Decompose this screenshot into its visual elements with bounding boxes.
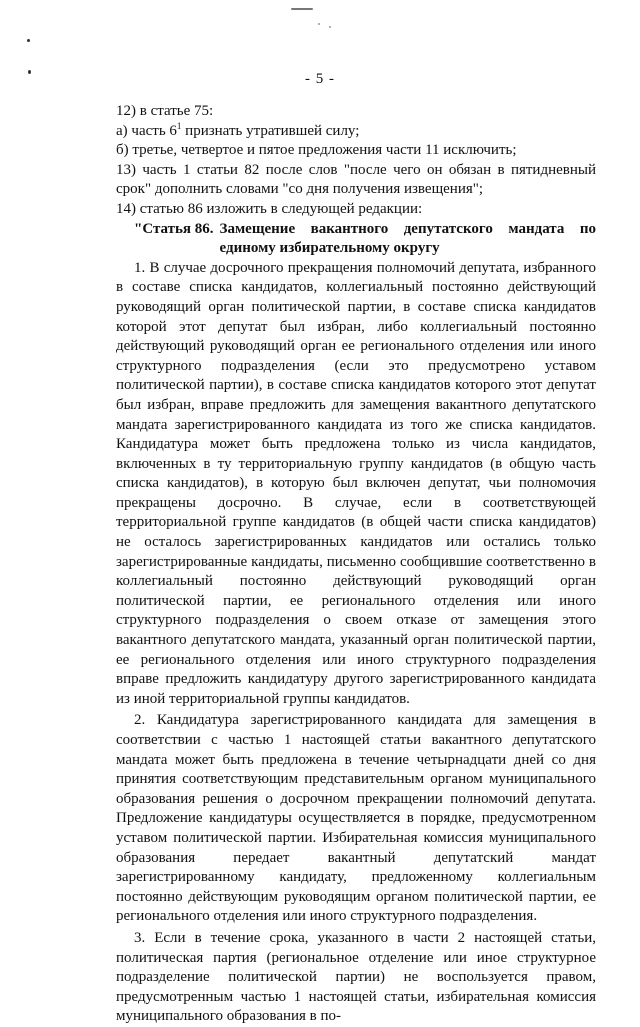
amendment-line: 12) в статье 75: — [116, 103, 214, 119]
article-title: Замещение вакантного депутатского мандата по единому избирательному округу — [219, 220, 596, 257]
amendment-line — [116, 122, 596, 142]
amendment-line: б) третье, четвертое и пятое предложения части 11 исключить; — [116, 142, 517, 159]
article-paragraph: 3. Если в течение срока, указанного в части 2 настоящей статьи, политическая партия (региональное отделение или иное структурное подразделение политической партии) не воспользуется правом, предусмотренным частью 1 настоящей статьи, избирательная комиссия муниципального образования в по- — [116, 929, 596, 1025]
document-body — [116, 102, 596, 1027]
article-paragraph: 2. Кандидатура зарегистрированного кандидата для замещения в соответствии с частью 1 настоящей статьи вакантного депутатского мандата может быть предложена в течение четырнадцати дней со дня принятия соответствующим представительным органом муниципального образования решения о досрочном прекращении полномочий депутата. Предложение кандидатуры осуществляется в порядке, предусмотренном уставом политической партии. Избирательная комиссия муниципального образования передает вакантный депутатский мандат зарегистрированному кандидату, предложенному коллегиальным постоянно действующим руководящим органом политической партии, ее регионального отделения или иного структурного подразделения. — [116, 712, 596, 925]
amendment-text: а) часть 6 — [116, 122, 177, 139]
article-heading — [116, 220, 596, 259]
amendment-line: 13) часть 1 статьи 82 после слов "после чего он обязан в пятидневный срок" дополнить словами "со дня получения извещения"; — [116, 161, 596, 198]
scan-speck — [329, 26, 331, 28]
page-number: - 5 - — [305, 71, 335, 87]
scan-speck — [27, 39, 30, 42]
superscript: 1 — [176, 120, 182, 131]
scan-speck — [318, 23, 320, 25]
amendment-line: 14) статью 86 изложить в следующей редакции: — [116, 200, 423, 217]
scan-speck — [291, 8, 313, 10]
article-label: "Статья 86. — [134, 220, 214, 237]
article-paragraph: 1. В случае досрочного прекращения полномочий депутата, избранного в составе списка кандидатов, коллегиальный постоянно действующий руководящий орган политической партии, в составе списка кандидатов которой этот депутат был избран, либо коллегиальный постоянно действующий руководящий орган ее регионального отделения или иного структурного подразделения (если это предусмотрено уставом политической партии), в составе списка кандидатов которого этот депутат был избран, вправе предложить для замещения вакантного депутатского мандата зарегистрированного кандидата из того же списка кандидатов. Кандидатура может быть предложена только из числа кандидатов, включенных в ту территориальную группу кандидатов (в общую часть списка кандидатов), в которую был включен депутат, чьи полномочия прекращены досрочно. В случае, если в соответствующей территориальной группе кандидатов (в общей части списка кандидатов) не осталось зарегистрированных кандидатов или остались только зарегистрированные кандидаты, письменно сообщившие соответственно в коллегиальный постоянно действующий руководящий орган политической партии, ее регионального отделения или иного структурного подразделения о своем отказе от замещения этого вакантного депутатского мандата, указанный орган политической партии, ее регионального отделения или иного структурного подразделения вправе предложить кандидатуру другого зарегистрированного кандидата из иной территориальной группы кандидатов. — [116, 259, 596, 707]
amendment-text: признать утратившей силу; — [181, 122, 360, 139]
